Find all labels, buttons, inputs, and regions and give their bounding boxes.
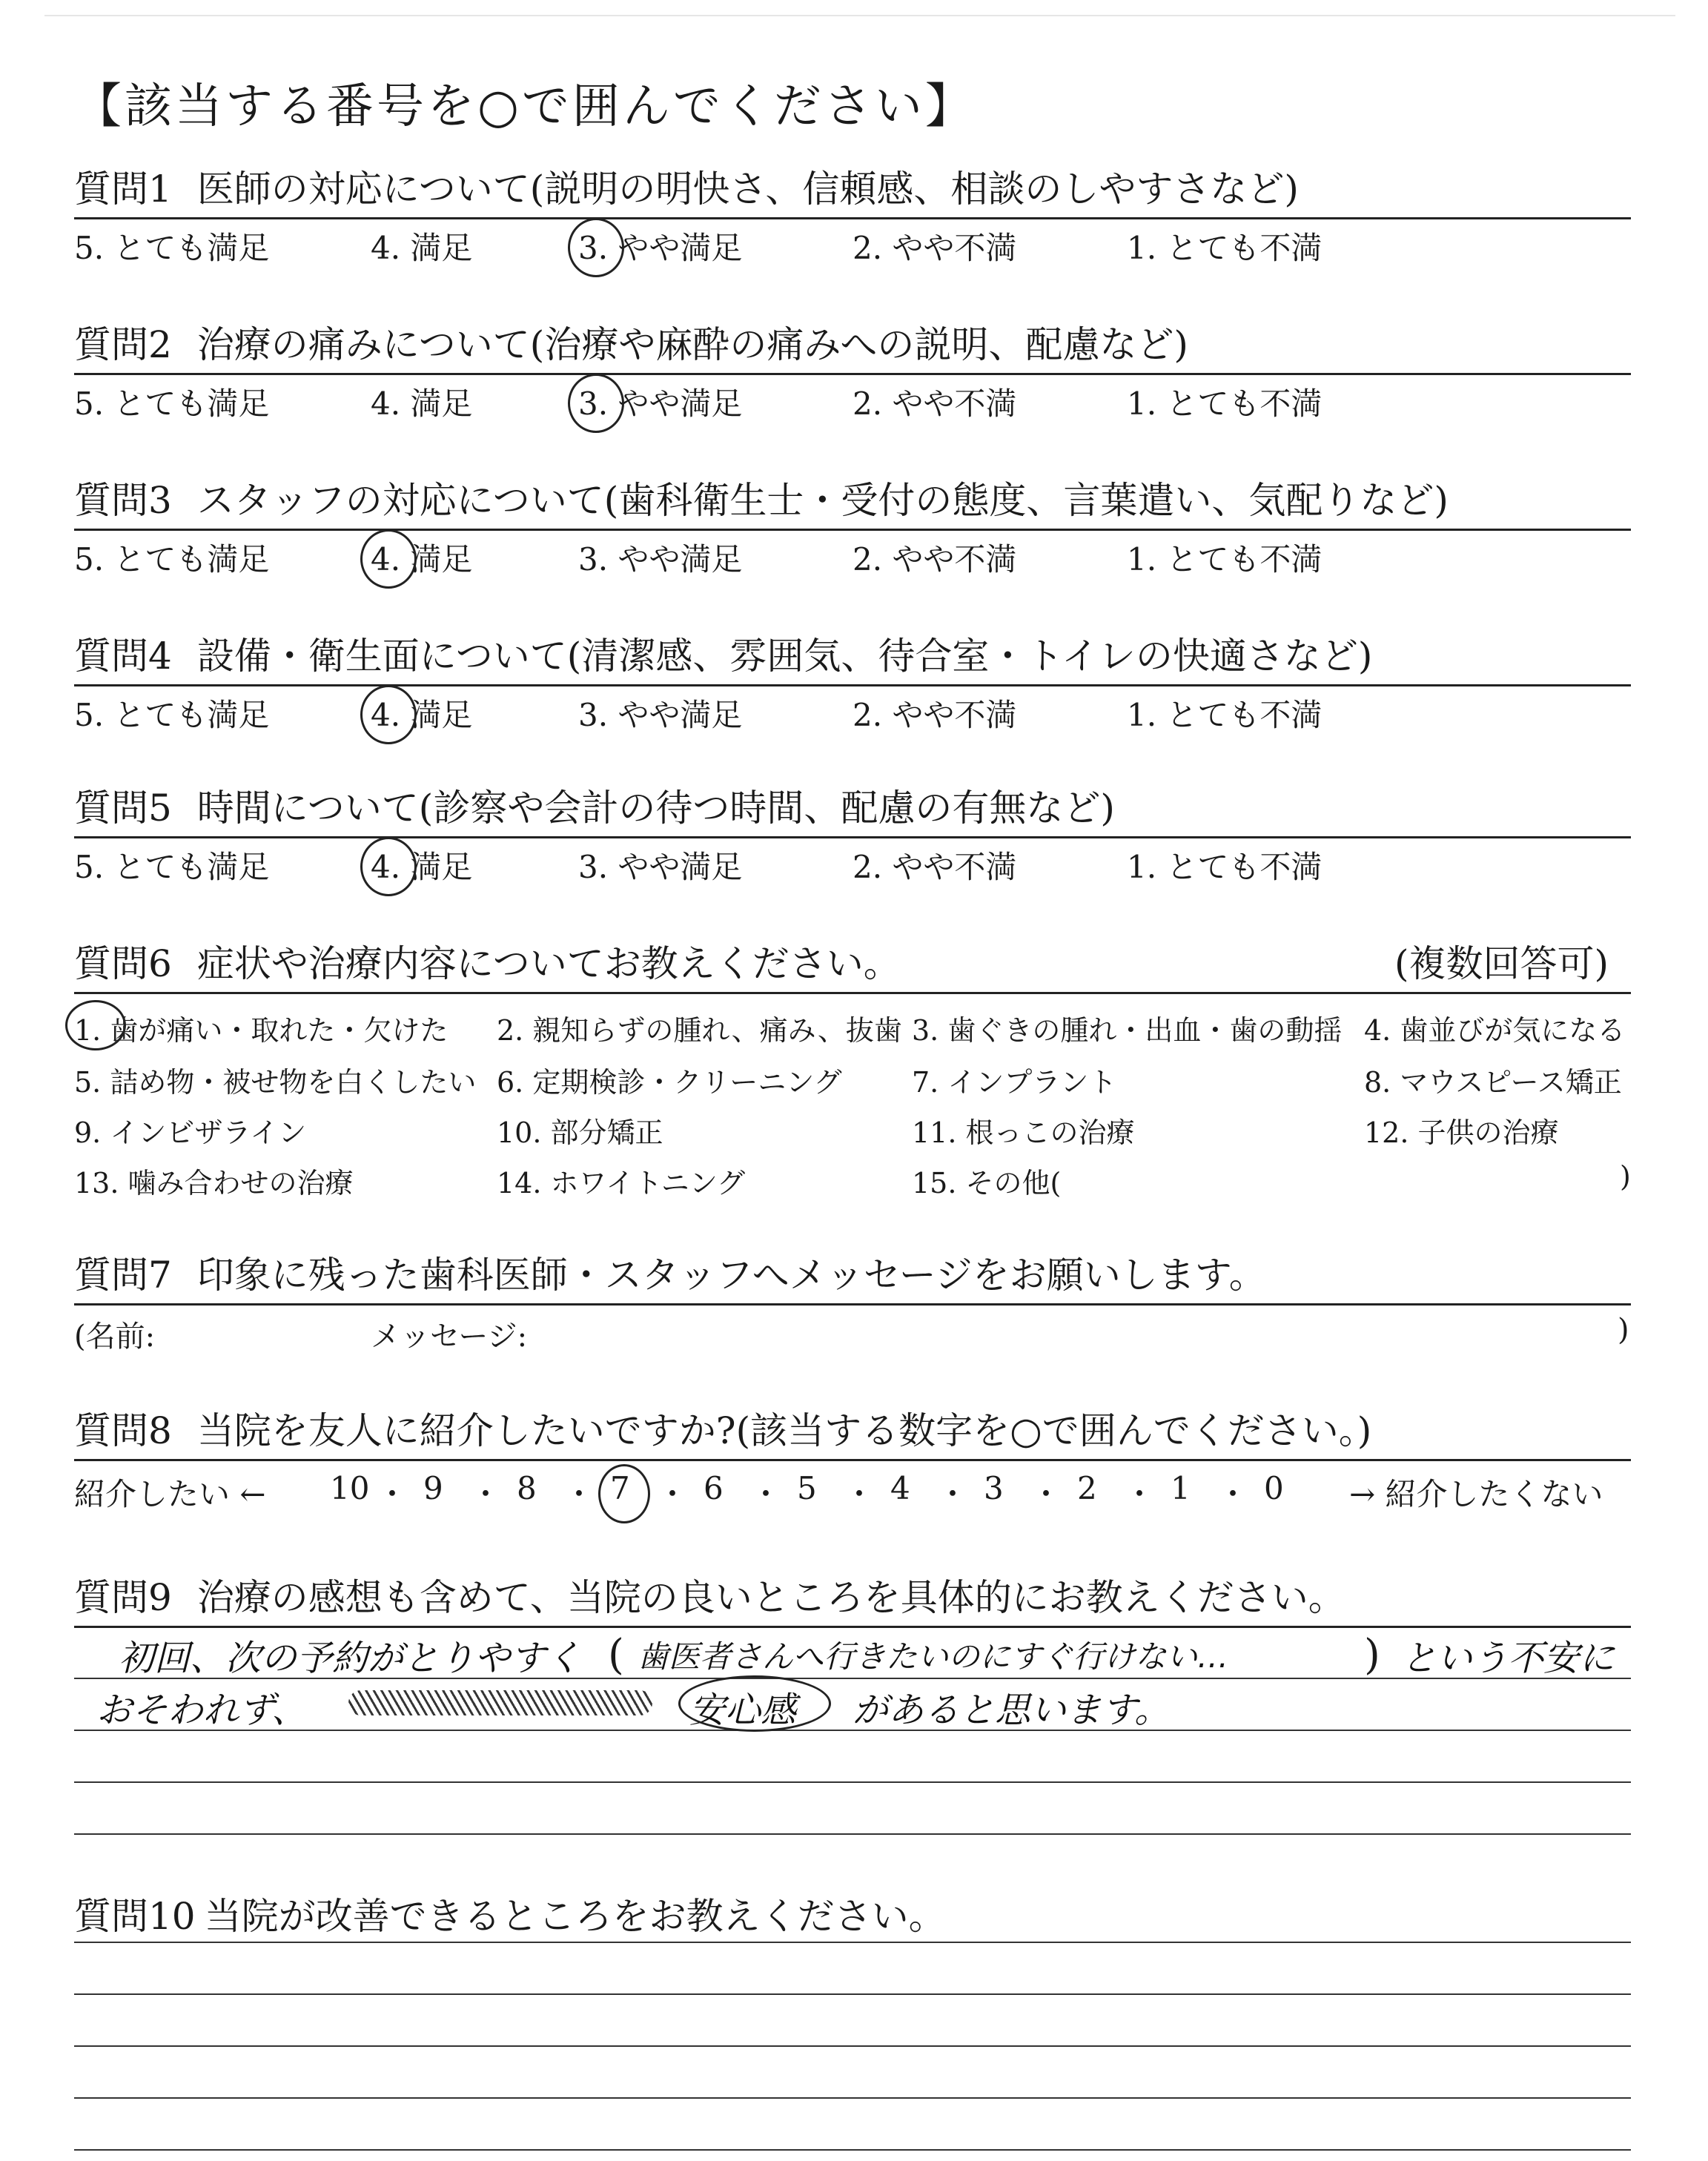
- rating-option[interactable]: 2. やや不満: [853, 697, 1017, 733]
- scale-separator: ・: [844, 1476, 875, 1512]
- scale-separator: ・: [563, 1476, 595, 1512]
- answer-line: [74, 2045, 1631, 2047]
- rating-option[interactable]: 3. やや満足: [578, 697, 743, 733]
- question-10: [74, 1894, 1631, 2161]
- question-10-title: [74, 1894, 1631, 1939]
- question-rule: [74, 373, 1631, 375]
- question-title: [74, 786, 1631, 830]
- rating-option[interactable]: 4. 満足: [371, 541, 473, 578]
- scale-value[interactable]: 2: [1077, 1470, 1097, 1506]
- question-title: [74, 167, 1631, 211]
- question-text: 時間について(診察や会計の待つ時間、配慮の有無など): [196, 787, 1115, 830]
- question-text: 当院が改善できるところをお教えください。: [204, 1895, 946, 1938]
- rating-option[interactable]: 4. 満足: [371, 385, 473, 422]
- answer-line: [74, 1781, 1631, 1783]
- rating-question-1: [74, 167, 1631, 271]
- referral-scale: [74, 1467, 1631, 1519]
- multiple-answer-note: (複数回答可): [1394, 942, 1609, 985]
- question-7: [74, 1253, 1631, 1354]
- rating-option[interactable]: 3. やや満足: [578, 541, 743, 578]
- question-label: 質問3: [74, 479, 172, 522]
- question-text: 設備・衛生面について(清潔感、雰囲気、待合室・トイレの快適さなど): [196, 635, 1373, 678]
- rating-options: [74, 224, 1631, 271]
- symptom-option[interactable]: 15. その他(: [912, 1167, 1062, 1199]
- scale-separator: ・: [937, 1476, 969, 1512]
- crossed-out-scribble: [348, 1690, 652, 1715]
- other-close-paren: ): [1620, 1160, 1631, 1193]
- scale-value[interactable]: 5: [797, 1470, 817, 1506]
- question-rule: [74, 836, 1631, 838]
- rating-option[interactable]: 2. やや不満: [853, 541, 1017, 578]
- rating-question-2: [74, 322, 1631, 427]
- answer-line: [74, 2097, 1631, 2099]
- question-label: 質問1: [74, 168, 172, 211]
- rating-question-3: [74, 478, 1631, 583]
- question-rule: [74, 529, 1631, 531]
- rating-options: [74, 380, 1631, 427]
- rating-option[interactable]: 5. とても満足: [74, 385, 270, 422]
- answer-line: [74, 2149, 1631, 2151]
- rating-option[interactable]: 5. とても満足: [74, 541, 270, 578]
- rating-options: [74, 691, 1631, 738]
- symptom-option[interactable]: 14. ホワイトニング: [497, 1167, 746, 1199]
- question-6-title: [74, 941, 1631, 986]
- rating-option[interactable]: 5. とても満足: [74, 230, 270, 266]
- rating-option[interactable]: 3. やや満足: [578, 230, 743, 266]
- question-6: [74, 941, 1631, 1209]
- question-label: 質問9: [74, 1576, 172, 1619]
- question-label: 質問6: [74, 942, 172, 985]
- symptom-option[interactable]: 8. マウスピース矯正: [1364, 1066, 1622, 1099]
- symptom-option[interactable]: 6. 定期検診・クリーニング: [497, 1066, 842, 1099]
- symptom-option[interactable]: 13. 噛み合わせの治療: [74, 1167, 354, 1199]
- scale-separator: ・: [470, 1476, 502, 1512]
- rating-question-4: [74, 634, 1631, 738]
- rating-option[interactable]: 4. 満足: [371, 230, 473, 266]
- rating-option[interactable]: 2. やや不満: [853, 230, 1017, 266]
- scale-right-label: → 紹介したくない: [1349, 1476, 1603, 1512]
- scale-left-label: 紹介したい ←: [74, 1476, 266, 1512]
- question-text: 治療の感想も含めて、当院の良いところを具体的にお教えください。: [196, 1576, 1345, 1619]
- question-rule: [74, 1459, 1631, 1461]
- symptom-options: [74, 1002, 1631, 1209]
- question-label: 質問10: [74, 1895, 196, 1938]
- rating-option[interactable]: 3. やや満足: [578, 385, 743, 422]
- symptom-option[interactable]: 1. 歯が痛い・取れた・欠けた: [74, 1014, 448, 1047]
- question-text: 医師の対応について(説明の明快さ、信頼感、相談のしやすさなど): [196, 168, 1299, 211]
- answer-line: [74, 1942, 1631, 1943]
- scale-value[interactable]: 10: [330, 1470, 370, 1506]
- message-label: メッセージ:: [371, 1320, 528, 1354]
- top-divider: [44, 15, 1675, 16]
- question-title: [74, 322, 1631, 367]
- question-text: 当院を友人に紹介したいですか?(該当する数字を○で囲んでください。): [196, 1409, 1372, 1452]
- rating-option[interactable]: 1. とても不満: [1127, 849, 1323, 885]
- handwritten-text: 初回、次の予約がとりやすく: [119, 1638, 582, 1679]
- question-rule: [74, 1303, 1631, 1305]
- question-9-title: [74, 1575, 1631, 1620]
- close-paren: ): [1618, 1313, 1629, 1347]
- question-text: 印象に残った歯科医師・スタッフへメッセージをお願いします。: [196, 1254, 1266, 1297]
- answer-lines: [74, 1628, 1631, 1925]
- question-7-title: [74, 1253, 1631, 1297]
- handwritten-text: おそわれず、: [96, 1690, 308, 1731]
- page-title: 【該当する番号を○で囲んでください】: [74, 79, 976, 134]
- answer-lines: [74, 1939, 1631, 2161]
- handwritten-paren: ): [1364, 1631, 1380, 1679]
- rating-question-5: [74, 786, 1631, 890]
- question-title: [74, 478, 1631, 523]
- answer-line: [74, 1993, 1631, 1995]
- handwritten-text: があると思います。: [853, 1690, 1171, 1731]
- question-8: [74, 1409, 1631, 1519]
- question-8-title: [74, 1409, 1631, 1453]
- scale-separator: ・: [1124, 1476, 1156, 1512]
- scale-value[interactable]: 0: [1264, 1470, 1284, 1506]
- question-label: 質問5: [74, 787, 172, 830]
- rating-option[interactable]: 1. とても不満: [1127, 541, 1323, 578]
- rating-options: [74, 535, 1631, 583]
- scale-separator: ・: [657, 1476, 689, 1512]
- symptom-option[interactable]: 10. 部分矯正: [497, 1116, 663, 1149]
- symptom-option[interactable]: 3. 歯ぐきの腫れ・出血・歯の動揺: [912, 1014, 1343, 1047]
- scale-separator: ・: [377, 1476, 408, 1512]
- scale-value[interactable]: 4: [890, 1470, 910, 1506]
- question-rule: [74, 684, 1631, 686]
- handwritten-text: という不安に: [1401, 1638, 1615, 1679]
- scale-value[interactable]: 3: [984, 1470, 1004, 1506]
- question-label: 質問7: [74, 1254, 172, 1297]
- question-label: 質問4: [74, 635, 172, 678]
- rating-option[interactable]: 2. やや不満: [853, 385, 1017, 422]
- symptom-option[interactable]: 2. 親知らずの腫れ、痛み、抜歯: [497, 1014, 902, 1047]
- question-rule: [74, 992, 1631, 994]
- scale-value[interactable]: 9: [423, 1470, 443, 1506]
- name-label: (名前:: [74, 1320, 156, 1354]
- symptom-option[interactable]: 5. 詰め物・被せ物を白くしたい: [74, 1066, 477, 1099]
- scale-value[interactable]: 6: [704, 1470, 724, 1506]
- handwritten-text: 安心感: [689, 1690, 797, 1731]
- symptom-option[interactable]: 4. 歯並びが気になる: [1364, 1014, 1626, 1047]
- scale-separator: ・: [1217, 1476, 1249, 1512]
- message-line: [74, 1310, 1631, 1354]
- rating-option[interactable]: 5. とても満足: [74, 849, 270, 885]
- question-rule: [74, 217, 1631, 219]
- handwritten-paren: (: [608, 1631, 624, 1679]
- question-label: 質問8: [74, 1409, 172, 1452]
- handwritten-text: 歯医者さんへ行きたいのにすぐ行けない…: [638, 1638, 1229, 1675]
- scale-separator: ・: [750, 1476, 782, 1512]
- symptom-option[interactable]: 7. インプラント: [912, 1066, 1117, 1099]
- scale-separator: ・: [1030, 1476, 1062, 1512]
- scale-value[interactable]: 7: [610, 1470, 630, 1506]
- question-label: 質問2: [74, 323, 172, 366]
- question-text: スタッフの対応について(歯科衛生士・受付の態度、言葉遣い、気配りなど): [196, 479, 1449, 522]
- answer-line: [74, 1833, 1631, 1835]
- rating-option[interactable]: 3. やや満足: [578, 849, 743, 885]
- symptom-option[interactable]: 12. 子供の治療: [1364, 1116, 1559, 1149]
- question-text: 治療の痛みについて(治療や麻酔の痛みへの説明、配慮など): [196, 323, 1188, 366]
- rating-option[interactable]: 4. 満足: [371, 697, 473, 733]
- rating-option[interactable]: 4. 満足: [371, 849, 473, 885]
- rating-option[interactable]: 1. とても不満: [1127, 385, 1323, 422]
- rating-option[interactable]: 1. とても不満: [1127, 230, 1323, 266]
- scale-value[interactable]: 8: [517, 1470, 537, 1506]
- question-text: 症状や治療内容についてお教えください。: [196, 942, 901, 985]
- rating-option[interactable]: 1. とても不満: [1127, 697, 1323, 733]
- scale-value[interactable]: 1: [1171, 1470, 1191, 1506]
- rating-option[interactable]: 5. とても満足: [74, 697, 270, 733]
- rating-options: [74, 843, 1631, 890]
- question-title: [74, 634, 1631, 678]
- symptom-option[interactable]: 11. 根っこの治療: [912, 1116, 1135, 1149]
- question-9: [74, 1575, 1631, 1925]
- rating-option[interactable]: 2. やや不満: [853, 849, 1017, 885]
- symptom-option[interactable]: 9. インビザライン: [74, 1116, 307, 1149]
